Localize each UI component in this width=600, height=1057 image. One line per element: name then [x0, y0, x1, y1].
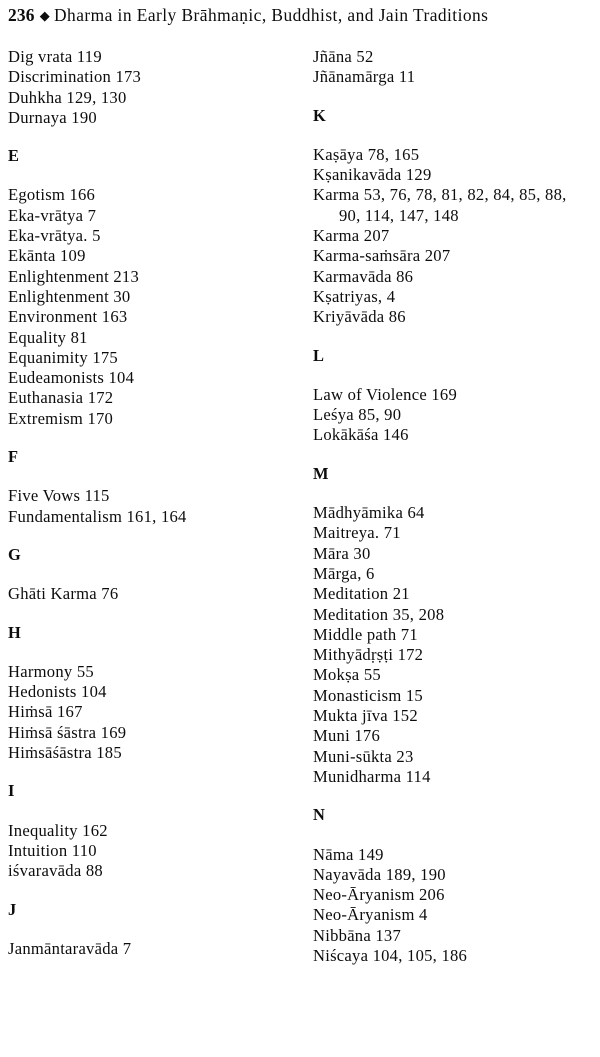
index-entry-text: Extremism 170 [8, 408, 114, 428]
index-entry-text: Mithyādṛṣṭi 172 [313, 645, 424, 665]
index-entry-text: Neo-Āryanism 4 [313, 905, 428, 925]
index-entry [313, 885, 598, 905]
index-entry-text: Kṣatriyas, 4 [313, 286, 396, 306]
index-entry-text: Eudeamonists 104 [8, 368, 135, 388]
index-entry [313, 564, 598, 584]
index-entry [313, 307, 598, 327]
running-head [8, 4, 592, 27]
index-entry [313, 165, 598, 185]
index-entry [8, 206, 293, 226]
index-entry-text: Leśya 85, 90 [313, 405, 402, 425]
index-entry-text: Karma-saṁsāra 207 [313, 246, 451, 266]
index-entry [8, 743, 293, 763]
index-entry [313, 47, 598, 67]
diamond-ornament-icon: ◆ [39, 8, 51, 23]
index-entry [313, 865, 598, 885]
index-entry-text: Mādhyāmika 64 [313, 503, 425, 523]
index-entry [313, 226, 598, 246]
index-entry-text: Five Vows 115 [8, 486, 110, 506]
index-entry-text: Fundamentalism 161, 164 [8, 506, 187, 526]
index-entry [8, 267, 293, 287]
page-folio-number: 236 [8, 5, 35, 25]
index-entry-text: Neo-Āryanism 206 [313, 885, 445, 905]
index-entry [8, 67, 293, 87]
index-entry [8, 226, 293, 246]
index-entry [313, 267, 598, 287]
index-entry [313, 905, 598, 925]
index-entry-text: Harmony 55 [8, 661, 94, 681]
index-entry-text: Dig vrata 119 [8, 47, 102, 66]
index-entry-text: Hiṁsā śāstra 169 [8, 722, 127, 742]
index-entry [8, 307, 293, 327]
index-entry [313, 686, 598, 706]
index-letter-heading: F [8, 447, 19, 467]
index-entry [313, 584, 598, 604]
index-entry [8, 368, 293, 388]
index-letter-heading: N [313, 805, 326, 825]
running-head-title: Dharma in Early Brāhmaṇic, Buddhist, and Jain Traditions [54, 5, 489, 25]
index-entry-text: Intuition 110 [8, 840, 97, 860]
index-entry-text: Muni-sūkta 23 [313, 746, 414, 766]
index-entry-text: Hedonists 104 [8, 682, 107, 702]
index-entry-text: Munidharma 114 [313, 766, 431, 786]
index-entry-text: Nayavāda 189, 190 [313, 864, 446, 884]
index-entry-text: Meditation 35, 208 [313, 604, 445, 624]
index-entry-text: Mokṣa 55 [313, 665, 381, 685]
index-entry [8, 702, 293, 722]
index-entry-text: Kaṣāya 78, 165 [313, 144, 420, 164]
index-entry [313, 845, 598, 865]
index-entry-text: Muni 176 [313, 726, 380, 746]
index-entry [313, 425, 598, 445]
index-entry-text: Law of Violence 169 [313, 384, 457, 404]
index-entry-text: Enlightenment 30 [8, 286, 131, 306]
index-entry [8, 348, 293, 368]
index-entry [8, 409, 293, 429]
index-letter-heading: M [313, 463, 329, 483]
index-entry-text: Mārga, 6 [313, 563, 375, 583]
index-letter-heading: L [313, 345, 325, 365]
index-entry [8, 821, 293, 841]
index-entry-text: Middle path 71 [313, 624, 418, 644]
index-entry-text: Hiṁsāśāstra 185 [8, 743, 122, 763]
index-entry [8, 185, 293, 205]
index-entry [313, 185, 598, 226]
index-entry [8, 246, 293, 266]
index-entry [8, 108, 293, 128]
index-entry [8, 841, 293, 861]
index-entry-text: Euthanasia 172 [8, 388, 114, 408]
index-entry [313, 926, 598, 946]
index-entry-text: Nibbāna 137 [313, 925, 402, 945]
index-entry [8, 662, 293, 682]
index-entry-text: Egotism 166 [8, 185, 96, 205]
index-entry [313, 287, 598, 307]
index-entry [8, 723, 293, 743]
index-entry-text: Equanimity 175 [8, 347, 118, 367]
index-entry-text: Eka-vrātya 7 [8, 205, 97, 225]
index-entry [313, 523, 598, 543]
index-column-left [8, 47, 293, 959]
index-entry [313, 605, 598, 625]
index-entry-text: Lokākāśa 146 [313, 425, 409, 445]
index-entry [8, 939, 293, 959]
index-entry-text: Equality 81 [8, 327, 88, 347]
index-entry-text: Māra 30 [313, 543, 371, 563]
index-entry-text: Janmāntaravāda 7 [8, 938, 132, 958]
index-entry [8, 507, 293, 527]
index-entry [313, 405, 598, 425]
index-entry [313, 726, 598, 746]
index-entry [8, 328, 293, 348]
index-entry-text: Eka-vrātya. 5 [8, 226, 101, 246]
index-entry-text: Hiṁsā 167 [8, 702, 83, 722]
index-entry [313, 503, 598, 523]
index-entry-text: Karmavāda 86 [313, 266, 414, 286]
index-entry [8, 486, 293, 506]
index-entry-text: Karma 53, 76, 78, 81, 82, 84, 85, 88, [313, 185, 567, 205]
index-entry-continuation: 90, 114, 147, 148 [339, 205, 459, 225]
index-letter-heading: I [8, 781, 15, 801]
index-letter-heading: K [313, 105, 327, 125]
index-entry [8, 584, 293, 604]
index-entry [8, 861, 293, 881]
index-entry-text: Niścaya 104, 105, 186 [313, 945, 468, 965]
index-entry [313, 625, 598, 645]
index-letter-heading: H [8, 622, 22, 642]
index-entry [8, 287, 293, 307]
index-entry [313, 946, 598, 966]
index-entry-text: Mukta jīva 152 [313, 706, 418, 726]
index-column-right [313, 47, 598, 966]
index-entry [313, 544, 598, 564]
index-entry-text: Meditation 21 [313, 584, 410, 604]
index-entry-text: Monasticism 15 [313, 685, 423, 705]
index-entry-text: iśvaravāda 88 [8, 861, 103, 881]
index-entry-text: Nāma 149 [313, 844, 384, 864]
index-letter-heading: E [8, 146, 20, 166]
index-entry-text: Inequality 162 [8, 820, 108, 840]
index-entry-text: Ekānta 109 [8, 246, 86, 266]
index-entry [313, 145, 598, 165]
index-entry-text: Karma 207 [313, 226, 390, 246]
index-entry [313, 665, 598, 685]
index-entry-text: Environment 163 [8, 307, 128, 327]
index-entry-text: Duhkha 129, 130 [8, 87, 127, 107]
index-entry-text: Enlightenment 213 [8, 266, 139, 286]
index-entry-text: Jñāna 52 [313, 47, 374, 66]
index-entry [8, 388, 293, 408]
index-letter-heading: J [8, 899, 17, 919]
index-entry [8, 88, 293, 108]
index-entry-text: Discrimination 173 [8, 67, 142, 87]
index-entry-text: Jñānamārga 11 [313, 67, 416, 87]
index-entry [313, 67, 598, 87]
index-entry [313, 385, 598, 405]
index-entry-text: Durnaya 190 [8, 107, 97, 127]
index-entry-text: Ghāti Karma 76 [8, 584, 119, 604]
index-letter-heading: G [8, 544, 22, 564]
index-entry [8, 47, 293, 67]
index-entry-text: Kṣanikavāda 129 [313, 165, 432, 185]
index-entry [313, 706, 598, 726]
index-entry [313, 246, 598, 266]
index-entry-text: Kriyāvāda 86 [313, 307, 406, 327]
index-entry [8, 682, 293, 702]
index-entry [313, 645, 598, 665]
index-entry [313, 747, 598, 767]
index-entry [313, 767, 598, 787]
index-entry-text: Maitreya. 71 [313, 523, 401, 543]
